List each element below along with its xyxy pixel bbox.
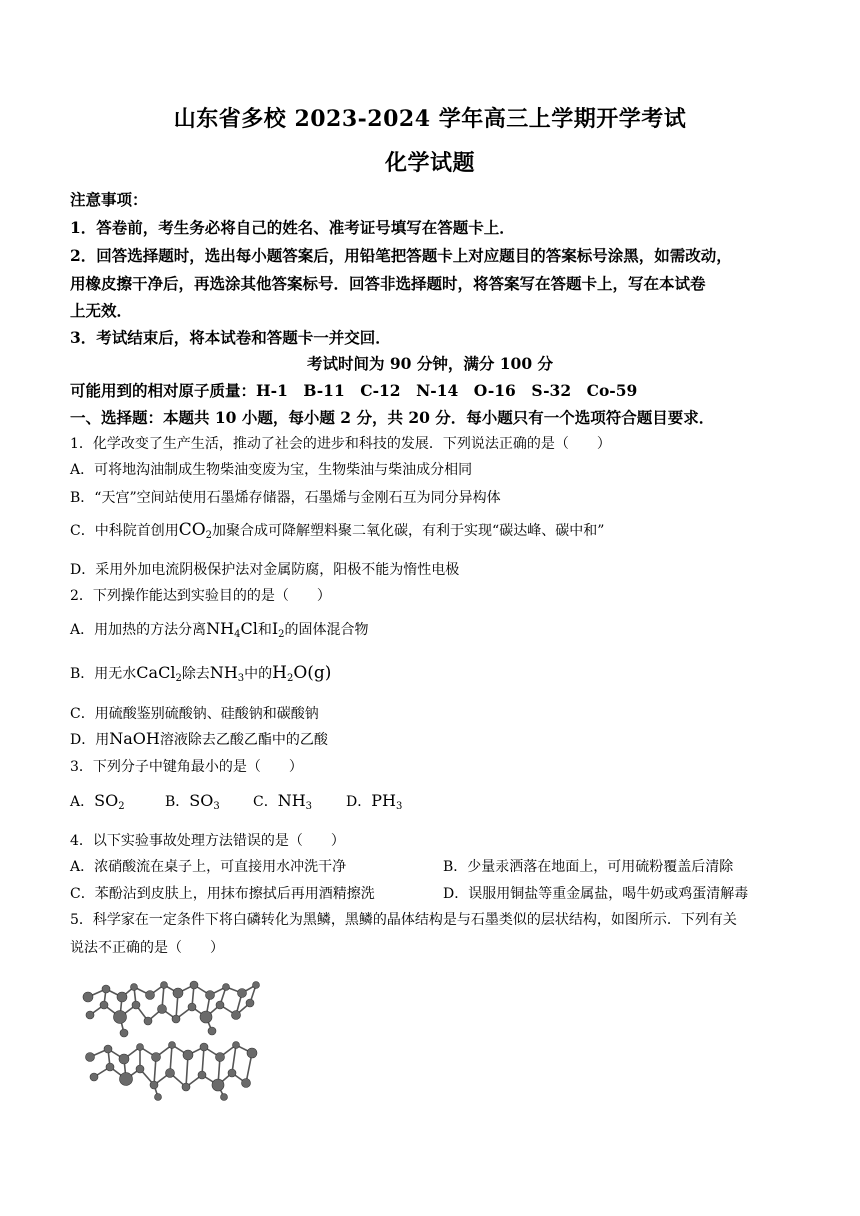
q2-formula-nh4cl <box>206 619 258 638</box>
section-1-heading: 一、选择题：本题共 10 小题，每小题 2 分，共 20 分．每小题只有一个选项符合题目要求． <box>70 408 715 427</box>
q4-option-d: D．误服用铜盐等重金属盐，喝牛奶或鸡蛋清解毒 <box>443 886 749 902</box>
q2-option-b-mid-2: 中的 <box>244 666 273 682</box>
q3-options <box>70 791 800 811</box>
q2-formula-cacl2-main: CaCl <box>136 663 176 682</box>
atomic-mass-info: 可能用到的相对原子质量：H-1 B-11 C-12 N-14 O-16 S-32 Co-59 <box>70 381 638 400</box>
q3-formula-so3 <box>189 791 219 810</box>
exam-title: 山东省多校 2023-2024 学年高三上学期开学考试 <box>173 106 687 132</box>
q2-formula-nh3-sub: 3 <box>237 673 245 684</box>
q3-formula-so3-main: SO <box>189 791 214 810</box>
black-phosphorus-structure-figure <box>78 975 268 1101</box>
q2-option-a <box>70 619 800 639</box>
q1-formula-co2-sub: 2 <box>205 530 213 541</box>
q3-formula-so2-main: SO <box>94 791 119 810</box>
q3-option-a <box>70 791 165 811</box>
q2-formula-naoh: NaOH <box>109 729 160 748</box>
q1-option-c <box>70 520 800 540</box>
q1-option-d: D．采用外加电流阴极保护法对金属防腐，阳极不能为惰性电极 <box>70 562 460 578</box>
q1-stem: 1．化学改变了生产生活，推动了社会的进步和科技的发展．下列说法正确的是（ ） <box>70 436 611 452</box>
notice-item-2-line-1: 2．回答选择题时，选出每小题答案后，用铅笔把答题卡上对应题目的答案标号涂黑，如需改动， <box>70 246 732 265</box>
q3-stem: 3．下列分子中键角最小的是（ ） <box>70 759 303 775</box>
q4-option-c: C．苯酚沾到皮肤上，用抹布擦拭后再用酒精擦洗 <box>70 886 375 902</box>
q3-formula-ph3-main: PH <box>371 791 396 810</box>
notice-heading: 注意事项： <box>70 190 148 209</box>
q2-formula-nh3-main: NH <box>209 663 238 682</box>
notice-item-3: 3．考试结束后，将本试卷和答题卡一并交回． <box>70 328 391 347</box>
q3-formula-so2 <box>94 791 124 810</box>
q2-formula-cacl2 <box>136 663 182 682</box>
q3-formula-nh3-sub: 3 <box>305 801 313 812</box>
q1-option-a: A．可将地沟油制成生物柴油变废为宝，生物柴油与柴油成分相同 <box>70 462 473 478</box>
q3-option-d-label: D． <box>346 794 372 810</box>
q3-formula-so2-sub: 2 <box>118 801 125 812</box>
q3-formula-ph3 <box>371 791 402 810</box>
q2-formula-nh4cl-tail: Cl <box>240 619 258 638</box>
q2-formula-h2o-main: H <box>272 663 287 683</box>
q1-option-b: B．“天宫”空间站使用石墨烯存储器，石墨烯与金刚石互为同分异构体 <box>70 490 501 506</box>
notice-item-1: 1．答卷前，考生务必将自己的姓名、准考证号填写在答题卡上． <box>70 218 515 237</box>
q2-option-d <box>70 729 800 749</box>
q3-formula-so3-sub: 3 <box>213 801 220 812</box>
q2-option-b <box>70 663 800 683</box>
q1-formula-co2 <box>179 520 212 540</box>
q2-stem: 2．下列操作能达到实验目的的是（ ） <box>70 588 331 604</box>
q1-option-c-suffix: 加聚合成可降解塑料聚二氧化碳，有利于实现“碳达峰、碳中和” <box>212 523 605 539</box>
q3-option-b <box>165 791 253 811</box>
notice-item-2-line-3: 上无效． <box>70 301 133 320</box>
q2-formula-i2-main: I <box>271 619 279 638</box>
q2-option-b-mid-1: 除去 <box>181 666 210 682</box>
q3-formula-nh3 <box>278 791 312 810</box>
q2-formula-h2o-sub: 2 <box>286 673 294 684</box>
figure-bonds <box>88 985 256 1097</box>
q2-option-c: C．用硫酸鉴别硫酸钠、硅酸钠和碳酸钠 <box>70 706 319 722</box>
exam-time-info: 考试时间为 90 分钟，满分 100 分 <box>306 354 553 373</box>
q2-option-a-prefix: A．用加热的方法分离 <box>70 622 207 638</box>
q2-option-d-suffix: 溶液除去乙酸乙酯中的乙酸 <box>159 732 328 748</box>
q2-formula-nh3 <box>210 663 244 682</box>
q2-option-d-prefix: D．用 <box>70 732 110 748</box>
q3-option-c-label: C． <box>253 794 278 810</box>
q5-stem-line-1: 5．科学家在一定条件下将白磷转化为黑鳞，黑鳞的晶体结构是与石墨类似的层状结构，如图所示．下列有关 <box>70 912 737 928</box>
q2-option-b-prefix: B．用无水 <box>70 666 137 682</box>
notice-item-2-line-2: 用橡皮擦干净后，再选涂其他答案标号．回答非选择题时，将答案写在答题卡上，写在本试卷 <box>70 274 706 293</box>
q2-option-a-mid: 和 <box>257 622 272 638</box>
q3-option-b-label: B． <box>165 794 190 810</box>
q2-formula-i2 <box>272 619 285 638</box>
q2-option-a-suffix: 的固体混合物 <box>284 622 369 638</box>
q3-option-d <box>346 791 402 811</box>
q2-formula-cacl2-sub: 2 <box>175 673 182 684</box>
q5-stem-line-2: 说法不正确的是（ ） <box>70 940 224 956</box>
figure-atoms <box>83 981 260 1101</box>
q1-formula-co2-main: CO <box>178 520 206 540</box>
q4-option-a: A．浓硝酸流在桌子上，可直接用水冲洗干净 <box>70 859 347 875</box>
q4-option-b: B．少量汞洒落在地面上，可用硫粉覆盖后清除 <box>443 859 734 875</box>
q2-formula-nh4cl-main: NH <box>206 619 235 638</box>
q2-formula-h2o-tail: O(g) <box>293 663 332 683</box>
q1-option-c-prefix: C．中科院首创用 <box>70 523 179 539</box>
q2-formula-nh4cl-sub: 4 <box>234 629 241 640</box>
q3-option-c <box>253 791 346 811</box>
exam-subtitle: 化学试题 <box>384 150 475 176</box>
q3-formula-ph3-sub: 3 <box>395 801 403 812</box>
q3-option-a-label: A． <box>70 794 95 810</box>
q3-formula-nh3-main: NH <box>277 791 306 810</box>
q2-formula-i2-sub: 2 <box>278 629 285 640</box>
q2-formula-h2o <box>272 663 331 683</box>
q4-stem: 4．以下实验事故处理方法错误的是（ ） <box>70 833 345 849</box>
